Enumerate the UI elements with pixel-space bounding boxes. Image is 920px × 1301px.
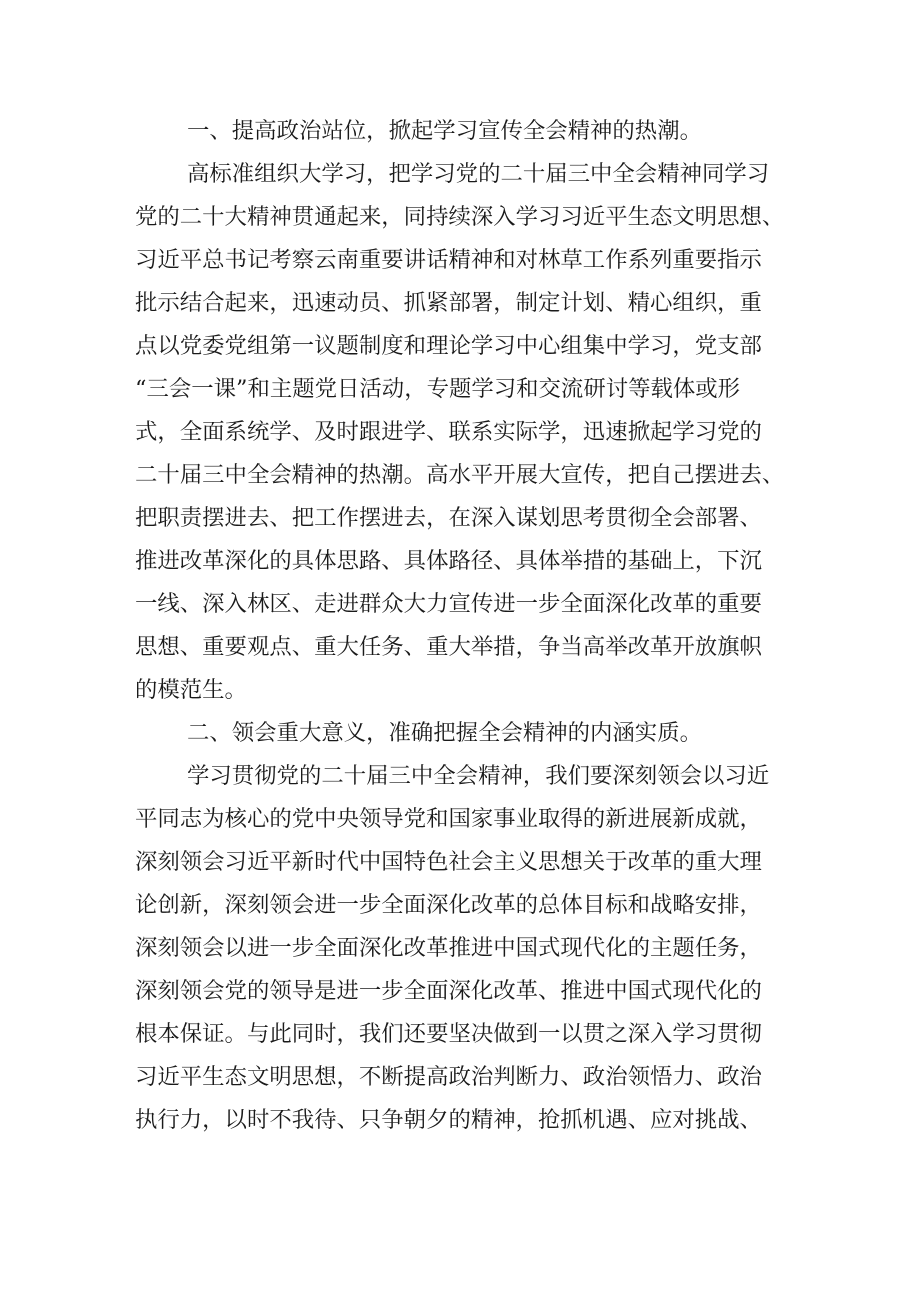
paragraph-line: 根本保证。与此同时，我们还要坚决做到一以贯之深入学习贯彻 [135,1021,762,1047]
paragraph-line: 思想、重要观点、重大任务、重大举措，争当高举改革开放旗帜 [135,634,762,660]
paragraph-line: 高标准组织大学习，把学习党的二十届三中全会精神同学习 [187,161,770,187]
paragraph-line: 批示结合起来，迅速动员、抓紧部署，制定计划、精心组织，重 [135,290,762,316]
paragraph-line: 二十届三中全会精神的热潮。高水平开展大宣传，把自己摆进去、 [135,462,785,488]
paragraph-line: 平同志为核心的党中央领导党和国家事业取得的新进展新成就， [135,806,762,832]
paragraph-line: “三会一课”和主题党日活动，专题学习和交流研讨等载体或形 [135,376,741,402]
paragraph-line: 深刻领会以进一步全面深化改革推进中国式现代化的主题任务， [135,935,762,961]
paragraph-line: 深刻领会党的领导是进一步全面深化改革、推进中国式现代化的 [135,978,762,1004]
section-heading-line: 一、提高政治站位，掀起学习宣传全会精神的热潮。 [187,118,702,144]
section-heading-line: 二、领会重大意义，准确把握全会精神的内涵实质。 [187,720,702,746]
paragraph-line: 深刻领会习近平新时代中国特色社会主义思想关于改革的重大理 [135,849,762,875]
paragraph-line: 论创新，深刻领会进一步全面深化改革的总体目标和战略安排， [135,892,762,918]
paragraph-line: 推进改革深化的具体思路、具体路径、具体举措的基础上，下沉 [135,548,762,574]
paragraph-line: 点以党委党组第一议题制度和理论学习中心组集中学习，党支部 [135,333,762,359]
paragraph-line: 式，全面系统学、及时跟进学、联系实际学，迅速掀起学习党的 [135,419,762,445]
paragraph-line: 把职责摆进去、把工作摆进去，在深入谋划思考贯彻全会部署、 [135,505,762,531]
paragraph-line: 的模范生。 [135,677,247,703]
paragraph-line: 一线、深入林区、走进群众大力宣传进一步全面深化改革的重要 [135,591,762,617]
paragraph-line: 执行力，以时不我待、只争朝夕的精神，抢抓机遇、应对挑战、 [135,1107,762,1133]
paragraph-line: 学习贯彻党的二十届三中全会精神，我们要深刻领会以习近 [187,763,770,789]
document-body [135,110,795,1142]
paragraph-line: 习近平总书记考察云南重要讲话精神和对林草工作系列重要指示 [135,247,762,273]
paragraph-line: 习近平生态文明思想，不断提高政治判断力、政治领悟力、政治 [135,1064,762,1090]
paragraph-line: 党的二十大精神贯通起来，同持续深入学习习近平生态文明思想、 [135,204,785,230]
